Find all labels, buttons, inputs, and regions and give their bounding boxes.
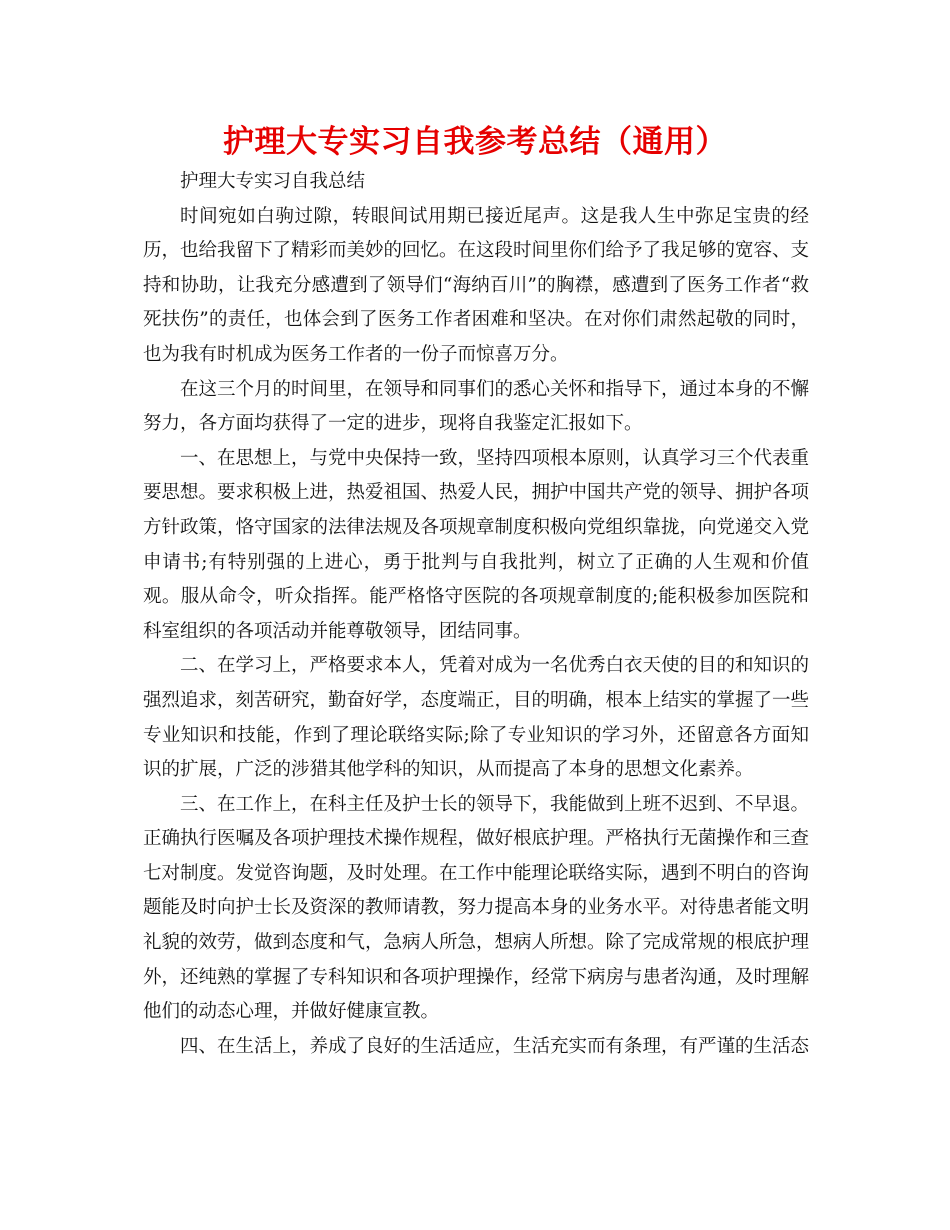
paragraph: 三、在工作上，在科主任及护士长的领导下，我能做到上班不迟到、不早退。正确执行医嘱及各项护理技术操作规程，做好根底护理。严格执行无菌操作和三查七对制度。发觉咨询题，及时处理。在工作中能理论联络实际，遇到不明白的咨询题能及时向护士长及资深的教师请教，努力提高本身的业务水平。对待患者能文明礼貌的效劳，做到态度和气，急病人所急，想病人所想。除了完成常规的根底护理外，还纯熟的掌握了专科知识和各项护理操作，经常下病房与患者沟通，及时理解他们的动态心理，并做好健康宣教。 xyxy=(143,793,810,1023)
paragraph: 二、在学习上，严格要求本人，凭着对成为一名优秀白衣天使的目的和知识的强烈追求，刻苦研究，勤奋好学，态度端正，目的明确，根本上结实的掌握了一些专业知识和技能，作到了理论联络实际;除了专业知识的学习外，还留意各方面知识的扩展，广泛的涉猎其他学科的知识，从而提高了本身的思想文化素养。 xyxy=(143,655,810,781)
paragraph: 一、在思想上，与党中央保持一致，坚持四项根本原则，认真学习三个代表重要思想。要求积极上进，热爱祖国、热爱人民，拥护中国共产党的领导、拥护各项方针政策，恪守国家的法律法规及各项规章制度积极向党组织靠拢，向党递交入党申请书;有特别强的上进心，勇于批判与自我批判，树立了正确的人生观和价值观。服从命令，听众指挥。能严格恪守医院的各项规章制度的;能积极参加医院和科室组织的各项活动并能尊敬领导，团结同事。 xyxy=(143,447,810,642)
paragraph: 四、在生活上，养成了良好的生活适应，生活充实而有条理，有严谨的生活态 xyxy=(180,1035,810,1057)
document-body xyxy=(143,165,809,1064)
document-title: 护理大专实习自我参考总结（通用） xyxy=(223,124,727,160)
paragraph: 在这三个月的时间里，在领导和同事们的悉心关怀和指导下，通过本身的不懈努力，各方面均获得了一定的进步，现将自我鉴定汇报如下。 xyxy=(143,378,810,435)
paragraph: 时间宛如白驹过隙，转眼间试用期已接近尾声。这是我人生中弥足宝贵的经历，也给我留下了精彩而美妙的回忆。在这段时间里你们给予了我足够的宽容、支持和协助，让我充分感遭到了领导们“海纳百川”的胸襟，感遭到了医务工作者“救死扶伤”的责任，也体会到了医务工作者困难和坚决。在对你们肃然起敬的同时，也为我有时机成为医务工作者的一份子而惊喜万分。 xyxy=(143,205,810,365)
document-subtitle: 护理大专实习自我总结 xyxy=(180,171,366,192)
